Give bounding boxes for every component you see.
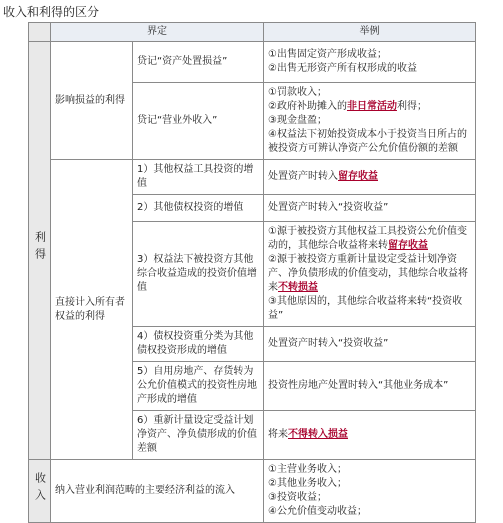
item-cell: 贷记“资产处置损益” (133, 42, 264, 83)
comparison-table (28, 22, 476, 523)
subcategory-equity: 直接计入所有者权益的利得 (51, 160, 133, 460)
example-cell: ①源于被投资方其他权益工具投资公允价值变动的，其他综合收益将来转留存收益 ②源于被投资方重新计量设定受益计划净资产、净负债形成的价值变动，其他综合收益将来不转损益 ③其他原因的，其他综合收益将来转“投资收益” (264, 222, 476, 327)
header-definition: 界定 (51, 23, 264, 42)
item-cell: 5）自用房地产、存货转为公允价值模式的投资性房地产形成的增值 (133, 362, 264, 411)
highlight-text: 不转损益 (278, 282, 318, 293)
category-profit: 利得 (29, 42, 51, 460)
highlight-text: 留存收益 (388, 240, 428, 251)
highlight-text: 留存收益 (338, 171, 378, 182)
table-header-row (29, 23, 476, 42)
item-cell: 4）债权投资重分类为其他债权投资形成的增值 (133, 327, 264, 362)
subcategory-affect: 影响损益的利得 (51, 42, 133, 160)
header-example: 举例 (264, 23, 476, 42)
item-cell: 6）重新计量设定受益计划净资产、净负债形成的价值差额 (133, 411, 264, 460)
example-cell: ①主营业务收入； ②其他业务收入； ③投资收益； ④公允价值变动收益； (264, 460, 476, 523)
income-desc: 纳入营业利润范畴的主要经济利益的流入 (51, 460, 264, 523)
header-corner (29, 23, 51, 42)
example-cell: 投资性房地产处置时转入“其他业务成本” (264, 362, 476, 411)
example-cell: ①罚款收入； ②政府补助摊入的非日常活动利得； ③现金盘盈； ④权益法下初始投资成本小于投资当日所占的被投资方可辨认净资产公允价值份额的差额 (264, 83, 476, 160)
item-cell: 3）权益法下被投资方其他综合收益造成的投资价值增值 (133, 222, 264, 327)
item-cell: 1）其他权益工具投资的增值 (133, 160, 264, 195)
example-cell: 处置资产时转入“投资收益” (264, 195, 476, 222)
page-title: 收入和利得的区分 (3, 5, 100, 19)
example-cell: 处置资产时转入“投资收益” (264, 327, 476, 362)
category-income: 收入 (29, 460, 51, 523)
example-cell: ①出售固定资产形成收益； ②出售无形资产所有权形成的收益 (264, 42, 476, 83)
highlight-text: 不得转入损益 (288, 429, 348, 440)
table-row (29, 42, 476, 83)
item-cell: 2）其他债权投资的增值 (133, 195, 264, 222)
example-cell: 处置资产时转入留存收益 (264, 160, 476, 195)
example-cell: 将来不得转入损益 (264, 411, 476, 460)
highlight-text: 非日常活动 (346, 101, 397, 112)
table-row (29, 460, 476, 523)
table-row (29, 160, 476, 195)
item-cell: 贷记“营业外收入” (133, 83, 264, 160)
